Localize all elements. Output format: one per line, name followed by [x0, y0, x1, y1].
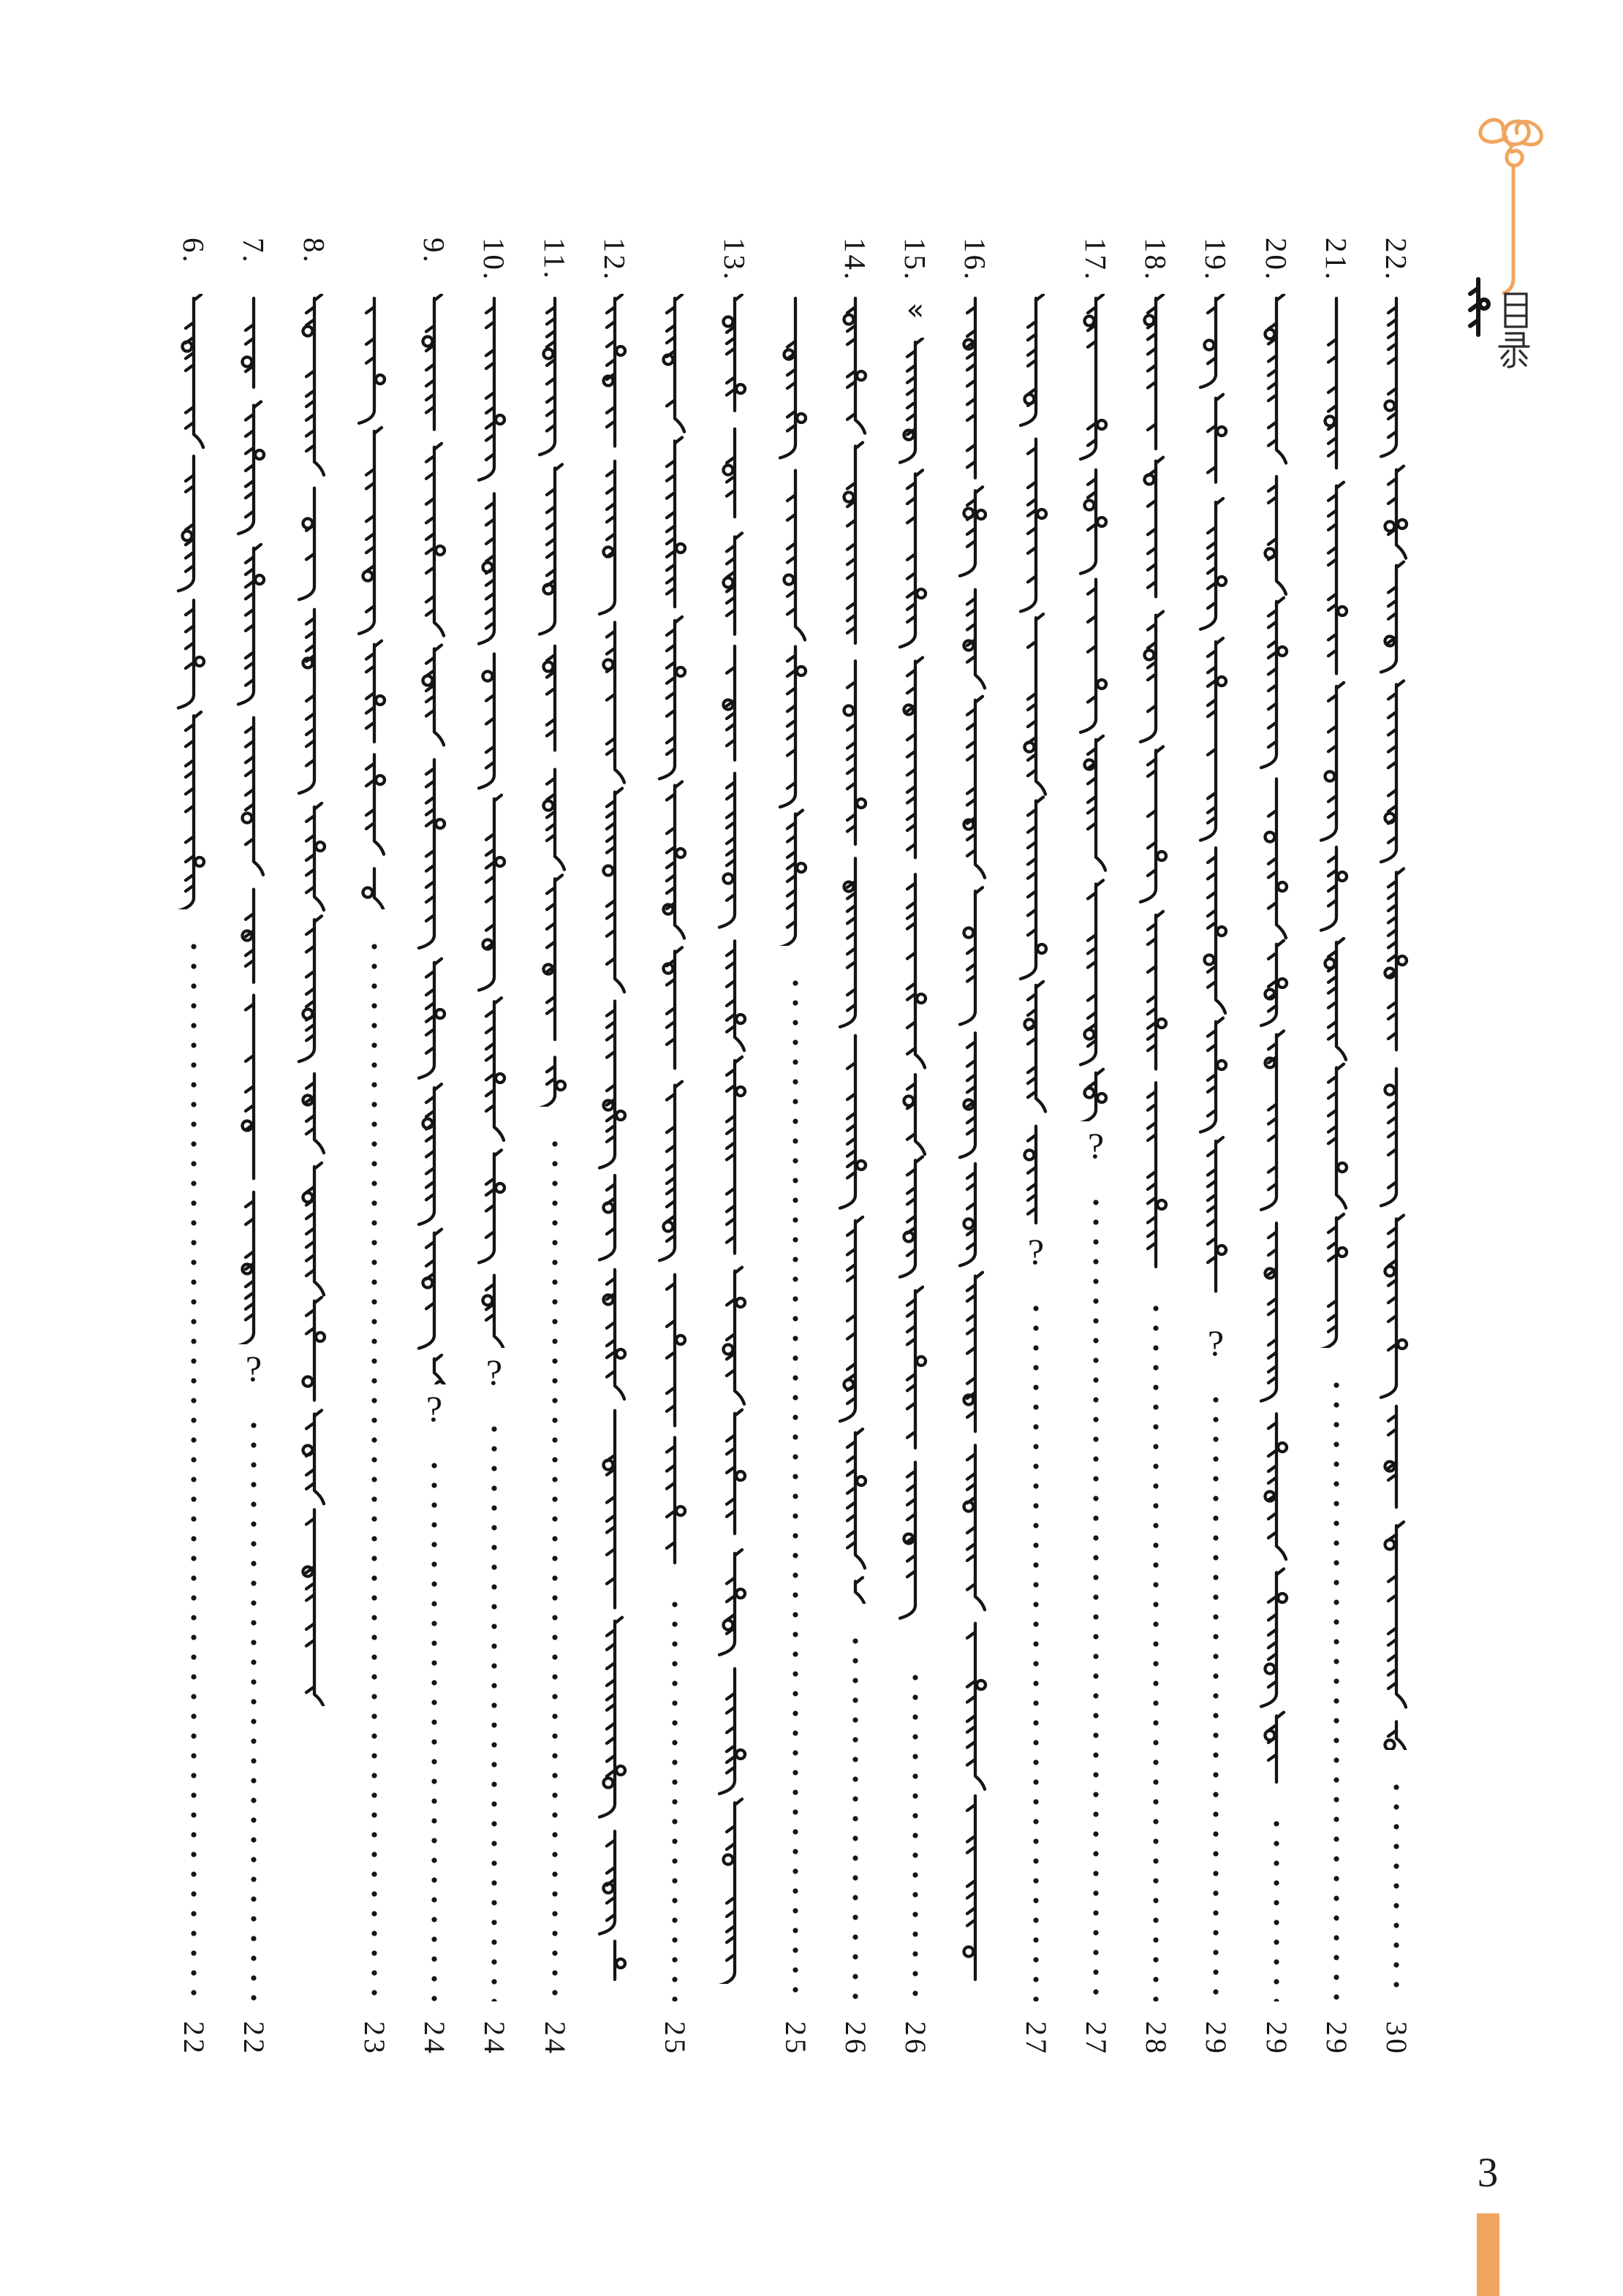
entry-title-script	[175, 294, 213, 909]
dot-leader	[552, 1140, 558, 2001]
dot-leader	[1274, 1820, 1279, 2001]
entry-number: 17.	[1079, 238, 1113, 282]
entry-number: 20.	[1260, 238, 1293, 282]
entry-number: 11.	[538, 238, 572, 281]
dot-leader	[1213, 1396, 1219, 2001]
entry-title-script	[355, 294, 393, 909]
dot-leader	[191, 943, 197, 2001]
dot-leader	[792, 980, 798, 2001]
entry-title-script	[1017, 294, 1055, 1227]
dot-leader	[852, 1637, 858, 2001]
question-mark: ?	[425, 1388, 443, 1429]
entry-title-script	[1317, 294, 1355, 1348]
entry-number: 7.	[237, 238, 270, 265]
entry-title-script	[475, 294, 513, 1348]
toc-title-mongolian-script	[1459, 275, 1497, 339]
opening-quote-mark: «	[906, 293, 925, 327]
entry-title-script	[716, 294, 754, 1984]
entry-number: 21.	[1320, 238, 1353, 282]
entry-title-script	[956, 294, 994, 1984]
entry-number: 12.	[598, 238, 632, 282]
entry-number: 8.	[298, 238, 331, 265]
entry-title-script	[235, 294, 273, 1344]
entry-number: 15.	[898, 238, 932, 282]
entry-title-script	[1077, 294, 1115, 1121]
entry-page-number: 23	[358, 2021, 391, 2056]
entry-title-script	[1377, 294, 1415, 1750]
entry-title-script	[295, 294, 333, 1706]
entry-number: 16.	[958, 238, 992, 282]
toc-title-chinese-glyph-mu	[1503, 292, 1529, 329]
entry-page-number: 26	[839, 2021, 872, 2056]
toc-title-chinese-glyph-lu	[1496, 330, 1532, 368]
entry-page-number: 29	[1320, 2021, 1353, 2056]
entry-number: 10.	[477, 238, 511, 282]
entry-page-number: 29	[1200, 2021, 1233, 2056]
entry-page-number: 22	[178, 2021, 211, 2056]
entry-page-number: 26	[899, 2021, 932, 2056]
entry-number: 9.	[417, 238, 451, 265]
dot-leader	[431, 1462, 437, 2001]
dot-leader	[491, 1425, 497, 2001]
entry-title-script	[536, 294, 574, 1107]
entry-title-script	[596, 294, 634, 1984]
entry-title-script	[415, 294, 453, 1384]
question-mark: ?	[1207, 1322, 1225, 1363]
question-mark: ?	[485, 1352, 503, 1393]
dot-leader	[1153, 1305, 1159, 2001]
dot-leader	[1093, 1199, 1099, 2001]
question-mark: ?	[1027, 1231, 1045, 1272]
entry-page-number: 22	[238, 2021, 270, 2056]
entry-page-number: 27	[1080, 2021, 1113, 2056]
question-mark: ?	[1087, 1125, 1105, 1166]
entry-title-script	[836, 294, 874, 1604]
entry-number: 13.	[718, 238, 752, 282]
entry-title-script	[1257, 294, 1295, 1787]
dot-leader	[371, 943, 377, 2001]
entry-number: 19.	[1199, 238, 1233, 282]
entry-page-number: 27	[1020, 2021, 1053, 2056]
entry-title-script	[656, 294, 694, 1567]
entry-title-script	[1197, 294, 1235, 1319]
entry-page-number: 25	[659, 2021, 692, 2056]
dot-leader	[1333, 1382, 1339, 2001]
dot-leader	[912, 1674, 918, 2001]
flourish-ornament-icon	[1455, 108, 1557, 298]
entry-page-number: 24	[478, 2021, 511, 2056]
entry-title-script	[1137, 294, 1175, 1271]
dot-leader	[1393, 1784, 1399, 2001]
dot-leader	[1033, 1305, 1039, 2001]
entry-page-number: 24	[418, 2021, 451, 2056]
entry-number: 6.	[177, 238, 211, 265]
entry-page-number: 25	[779, 2021, 812, 2056]
entry-page-number: 29	[1260, 2021, 1293, 2056]
page-number: 3	[1477, 2150, 1499, 2196]
entry-number: 18.	[1139, 238, 1173, 282]
entry-number: 22.	[1380, 238, 1413, 282]
entry-page-number: 30	[1380, 2021, 1413, 2056]
footer-accent-bar	[1477, 2213, 1499, 2296]
entry-number: 14.	[839, 238, 872, 282]
question-mark: ?	[245, 1348, 262, 1389]
entry-page-number: 28	[1140, 2021, 1173, 2056]
dot-leader	[672, 1601, 678, 2001]
entry-title-script	[896, 338, 934, 1640]
entry-page-number: 24	[539, 2021, 572, 2056]
entry-title-script	[776, 294, 814, 946]
dot-leader	[251, 1422, 257, 2001]
